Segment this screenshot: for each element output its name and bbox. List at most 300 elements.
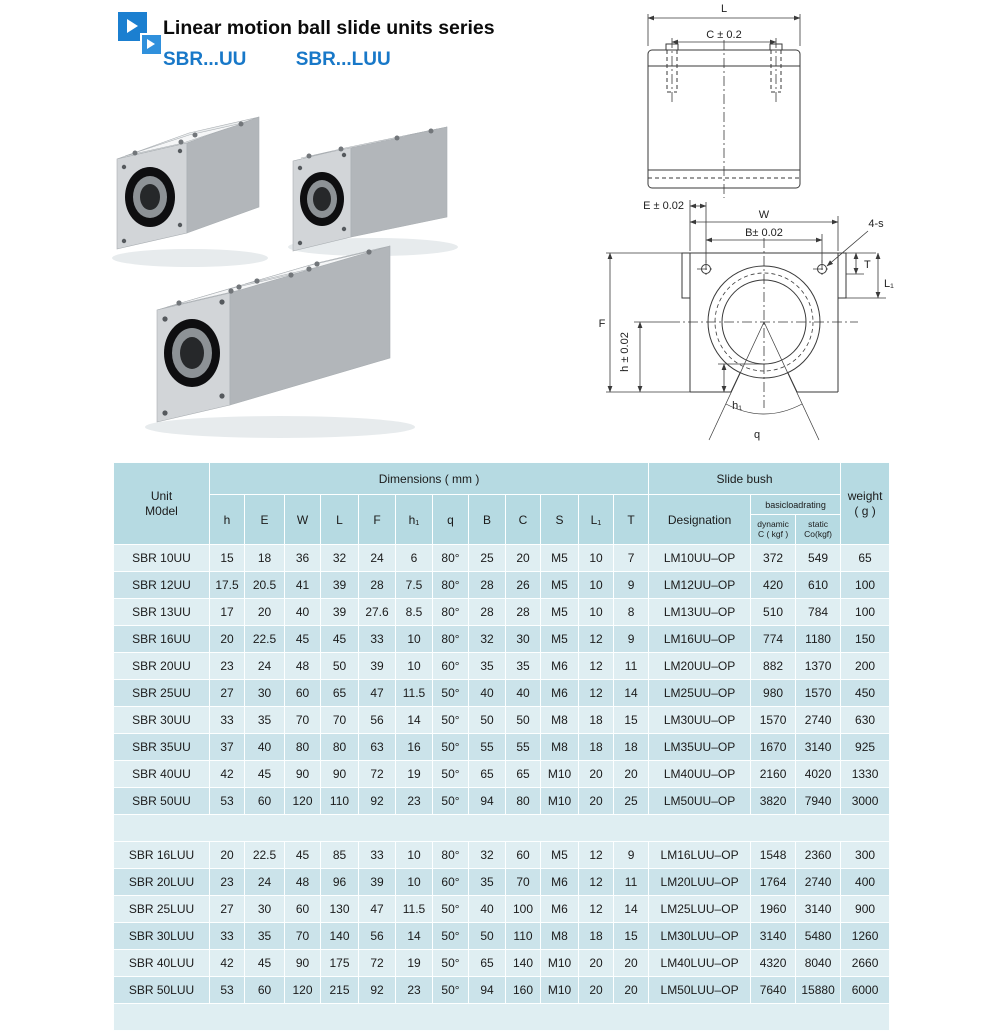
value-cell: 175 (321, 950, 359, 977)
value-cell: 65 (321, 680, 359, 707)
value-cell: 3140 (796, 896, 841, 923)
value-cell: 56 (359, 923, 396, 950)
value-cell: 9 (614, 572, 649, 599)
value-cell: 11.5 (396, 680, 433, 707)
table-header (114, 463, 890, 545)
unit-model-line1: Unit (150, 488, 173, 503)
value-cell: 784 (796, 599, 841, 626)
table-row (114, 761, 890, 788)
load-rating-header: basicloadrating (751, 495, 841, 515)
value-cell: 3820 (751, 788, 796, 815)
table-row (114, 923, 890, 950)
value-cell: 33 (210, 923, 245, 950)
value-cell: 23 (396, 977, 433, 1004)
value-cell: 100 (841, 599, 890, 626)
value-cell: 20 (579, 788, 614, 815)
value-cell: 400 (841, 869, 890, 896)
value-cell: 882 (751, 653, 796, 680)
col-header-W: W (285, 495, 321, 545)
value-cell: 17.5 (210, 572, 245, 599)
value-cell: 3140 (796, 734, 841, 761)
table-row (114, 950, 890, 977)
value-cell: 33 (359, 842, 396, 869)
value-cell: 35 (469, 653, 506, 680)
value-cell: 50° (433, 977, 469, 1004)
value-cell: 30 (245, 680, 285, 707)
value-cell: 100 (841, 572, 890, 599)
front-view-labels (599, 200, 894, 441)
value-cell: 41 (285, 572, 321, 599)
value-cell: 50° (433, 896, 469, 923)
value-cell: 42 (210, 950, 245, 977)
value-cell: M5 (541, 545, 579, 572)
col-header-T: T (614, 495, 649, 545)
value-cell: 23 (210, 869, 245, 896)
value-cell: 18 (245, 545, 285, 572)
value-cell: 6000 (841, 977, 890, 1004)
value-cell: 50 (469, 923, 506, 950)
value-cell: 28 (469, 572, 506, 599)
value-cell: LM35UU–OP (649, 734, 751, 761)
unit-model-cell: SBR 16LUU (114, 842, 210, 869)
value-cell: 12 (579, 653, 614, 680)
value-cell: 24 (359, 545, 396, 572)
value-cell: 10 (579, 572, 614, 599)
blank-row (114, 1004, 890, 1031)
value-cell: 150 (841, 626, 890, 653)
table-body-luu (114, 842, 890, 1004)
value-cell: M6 (541, 680, 579, 707)
value-cell: 32 (469, 842, 506, 869)
value-cell: M10 (541, 977, 579, 1004)
value-cell: 80° (433, 572, 469, 599)
value-cell: 120 (285, 788, 321, 815)
value-cell: 20 (614, 950, 649, 977)
value-cell: 510 (751, 599, 796, 626)
value-cell: 14 (396, 923, 433, 950)
value-cell: 140 (321, 923, 359, 950)
value-cell: 94 (469, 788, 506, 815)
value-cell: 200 (841, 653, 890, 680)
value-cell: 7.5 (396, 572, 433, 599)
value-cell: LM30UU–OP (649, 707, 751, 734)
value-cell: 60 (245, 788, 285, 815)
value-cell: 1960 (751, 896, 796, 923)
centerlines (672, 38, 776, 198)
slide-unit-photo-short-b (293, 127, 447, 251)
value-cell: 50° (433, 950, 469, 977)
value-cell: M5 (541, 626, 579, 653)
value-cell: 70 (285, 707, 321, 734)
slide-unit-photo-short-a (117, 117, 259, 249)
value-cell: 42 (210, 761, 245, 788)
technical-drawing (580, 0, 1000, 458)
table-row (114, 734, 890, 761)
value-cell: 35 (469, 869, 506, 896)
value-cell: 7640 (751, 977, 796, 1004)
value-cell: M8 (541, 734, 579, 761)
table-row (114, 680, 890, 707)
value-cell: 80° (433, 599, 469, 626)
value-cell: 39 (359, 869, 396, 896)
value-cell: 23 (396, 788, 433, 815)
value-cell: 980 (751, 680, 796, 707)
value-cell: 10 (579, 599, 614, 626)
value-cell: 1570 (751, 707, 796, 734)
col-header-F: F (359, 495, 396, 545)
value-cell: 8.5 (396, 599, 433, 626)
value-cell: LM20UU–OP (649, 653, 751, 680)
dynamic-line1: dynamic (757, 518, 789, 529)
value-cell: 60° (433, 869, 469, 896)
value-cell: 27.6 (359, 599, 396, 626)
value-cell: 8040 (796, 950, 841, 977)
value-cell: 12 (579, 842, 614, 869)
unit-model-cell: SBR 25UU (114, 680, 210, 707)
value-cell: 140 (506, 950, 541, 977)
value-cell: 774 (751, 626, 796, 653)
value-cell: 2160 (751, 761, 796, 788)
weight-header (841, 463, 890, 545)
value-cell: 6 (396, 545, 433, 572)
value-cell: 33 (359, 626, 396, 653)
value-cell: 14 (614, 896, 649, 923)
value-cell: LM20LUU–OP (649, 869, 751, 896)
value-cell: 9 (614, 842, 649, 869)
value-cell: 92 (359, 788, 396, 815)
value-cell: 12 (579, 869, 614, 896)
table-row (114, 842, 890, 869)
value-cell: 10 (396, 842, 433, 869)
static-line2: Co(kgf) (804, 528, 832, 539)
value-cell: 40 (506, 680, 541, 707)
value-cell: 120 (285, 977, 321, 1004)
value-cell: 60 (245, 977, 285, 1004)
value-cell: 18 (614, 734, 649, 761)
dim-label-F: F (598, 318, 606, 330)
value-cell: 50 (321, 653, 359, 680)
value-cell: 28 (506, 599, 541, 626)
value-cell: 7940 (796, 788, 841, 815)
value-cell: 80 (506, 788, 541, 815)
value-cell: 80° (433, 842, 469, 869)
value-cell: LM50UU–OP (649, 788, 751, 815)
value-cell: M8 (541, 707, 579, 734)
value-cell: 53 (210, 788, 245, 815)
col-header-S: S (541, 495, 579, 545)
value-cell: LM50LUU–OP (649, 977, 751, 1004)
value-cell: 15 (210, 545, 245, 572)
table-row (114, 707, 890, 734)
table-end-row (114, 1004, 890, 1031)
value-cell: M10 (541, 761, 579, 788)
value-cell: 5480 (796, 923, 841, 950)
value-cell: 372 (751, 545, 796, 572)
value-cell: 26 (506, 572, 541, 599)
value-cell: 2660 (841, 950, 890, 977)
unit-model-cell: SBR 40UU (114, 761, 210, 788)
value-cell: 15 (614, 707, 649, 734)
series-luu-label: SBR...LUU (295, 49, 391, 70)
value-cell: 1180 (796, 626, 841, 653)
value-cell: 20 (579, 761, 614, 788)
value-cell: LM10UU–OP (649, 545, 751, 572)
value-cell: 80° (433, 545, 469, 572)
value-cell: 3140 (751, 923, 796, 950)
value-cell: 1260 (841, 923, 890, 950)
value-cell: 35 (245, 923, 285, 950)
static-line1: static (808, 518, 828, 529)
value-cell: M6 (541, 869, 579, 896)
value-cell: 65 (506, 761, 541, 788)
value-cell: 30 (506, 626, 541, 653)
value-cell: 32 (321, 545, 359, 572)
dimensions-header: Dimensions ( mm ) (210, 463, 649, 495)
unit-model-cell: SBR 35UU (114, 734, 210, 761)
value-cell: 630 (841, 707, 890, 734)
value-cell: 45 (285, 842, 321, 869)
series-uu-label: SBR...UU (163, 49, 247, 70)
value-cell: 25 (614, 788, 649, 815)
value-cell: 2360 (796, 842, 841, 869)
unit-model-cell: SBR 30LUU (114, 923, 210, 950)
value-cell: 7 (614, 545, 649, 572)
col-header-h1: h₁ (396, 495, 433, 545)
top-view-labels (706, 3, 741, 41)
value-cell: 20 (506, 545, 541, 572)
unit-model-cell: SBR 10UU (114, 545, 210, 572)
value-cell: 18 (579, 923, 614, 950)
value-cell: 3000 (841, 788, 890, 815)
model-series (163, 49, 391, 71)
arrow-icon (127, 19, 138, 33)
value-cell: 85 (321, 842, 359, 869)
weight-line1: weight (847, 488, 883, 503)
value-cell: 22.5 (245, 842, 285, 869)
value-cell: 70 (321, 707, 359, 734)
value-cell: 4320 (751, 950, 796, 977)
value-cell: 40 (469, 896, 506, 923)
value-cell: 24 (245, 869, 285, 896)
value-cell: 20 (210, 842, 245, 869)
ball-bushing-bore (164, 319, 220, 387)
value-cell: 92 (359, 977, 396, 1004)
col-header-C: C (506, 495, 541, 545)
arrow-icon (147, 39, 155, 49)
dim-label-E: E ± 0.02 (643, 200, 684, 212)
value-cell: 72 (359, 950, 396, 977)
value-cell: 10 (579, 545, 614, 572)
value-cell: 53 (210, 977, 245, 1004)
dim-label-h: h ± 0.02 (619, 332, 631, 372)
table-row (114, 599, 890, 626)
col-header-L1: L₁ (579, 495, 614, 545)
value-cell: 65 (469, 950, 506, 977)
value-cell: 300 (841, 842, 890, 869)
table-row (114, 977, 890, 1004)
value-cell: 100 (506, 896, 541, 923)
value-cell: 33 (210, 707, 245, 734)
value-cell: LM16UU–OP (649, 626, 751, 653)
gap-row (114, 815, 890, 842)
value-cell: 60 (285, 680, 321, 707)
value-cell: 18 (579, 734, 614, 761)
gap-cell (114, 815, 890, 842)
value-cell: 1330 (841, 761, 890, 788)
value-cell: 11.5 (396, 896, 433, 923)
value-cell: 50° (433, 788, 469, 815)
value-cell: 96 (321, 869, 359, 896)
value-cell: 110 (321, 788, 359, 815)
value-cell: 70 (506, 869, 541, 896)
col-header-h: h (210, 495, 245, 545)
table-body-uu (114, 545, 890, 815)
value-cell: 50° (433, 707, 469, 734)
unit-model-cell: SBR 12UU (114, 572, 210, 599)
value-cell: 24 (245, 653, 285, 680)
value-cell: 47 (359, 896, 396, 923)
value-cell: 11 (614, 869, 649, 896)
ball-bushing-bore (300, 172, 344, 226)
unit-model-cell: SBR 16UU (114, 626, 210, 653)
value-cell: 35 (506, 653, 541, 680)
value-cell: 45 (245, 950, 285, 977)
value-cell: M10 (541, 788, 579, 815)
value-cell: 65 (469, 761, 506, 788)
value-cell: 39 (359, 653, 396, 680)
value-cell: 12 (579, 626, 614, 653)
screw-count-label: 4-s (868, 218, 884, 230)
value-cell: 37 (210, 734, 245, 761)
value-cell: 23 (210, 653, 245, 680)
value-cell: M6 (541, 896, 579, 923)
value-cell: 50 (469, 707, 506, 734)
value-cell: 8 (614, 599, 649, 626)
weight-line2: ( g ) (854, 503, 876, 518)
value-cell: 18 (579, 707, 614, 734)
value-cell: 80 (321, 734, 359, 761)
value-cell: 45 (245, 761, 285, 788)
value-cell: 40 (245, 734, 285, 761)
value-cell: 2740 (796, 869, 841, 896)
table-row (114, 869, 890, 896)
value-cell: 32 (469, 626, 506, 653)
value-cell: 215 (321, 977, 359, 1004)
value-cell: 50° (433, 734, 469, 761)
value-cell: 60 (506, 842, 541, 869)
value-cell: 40 (469, 680, 506, 707)
value-cell: 40 (285, 599, 321, 626)
value-cell: M5 (541, 599, 579, 626)
value-cell: 19 (396, 761, 433, 788)
value-cell: 2740 (796, 707, 841, 734)
value-cell: 12 (579, 896, 614, 923)
static-load-header (796, 515, 841, 545)
value-cell: 47 (359, 680, 396, 707)
value-cell: 60 (285, 896, 321, 923)
value-cell: LM13UU–OP (649, 599, 751, 626)
value-cell: 1764 (751, 869, 796, 896)
value-cell: 27 (210, 896, 245, 923)
value-cell: 48 (285, 869, 321, 896)
value-cell: 22.5 (245, 626, 285, 653)
col-header-L: L (321, 495, 359, 545)
unit-model-cell: SBR 25LUU (114, 896, 210, 923)
value-cell: 9 (614, 626, 649, 653)
value-cell: 549 (796, 545, 841, 572)
value-cell: 90 (285, 950, 321, 977)
product-photos (95, 95, 475, 455)
value-cell: 30 (245, 896, 285, 923)
value-cell: 36 (285, 545, 321, 572)
value-cell: 80 (285, 734, 321, 761)
value-cell: 35 (245, 707, 285, 734)
value-cell: 1670 (751, 734, 796, 761)
value-cell: 610 (796, 572, 841, 599)
ball-bushing-bore (125, 167, 175, 227)
header-row-columns (114, 495, 890, 515)
value-cell: 1370 (796, 653, 841, 680)
value-cell: 48 (285, 653, 321, 680)
dynamic-line2: C ( kgf ) (757, 528, 789, 539)
value-cell: 20 (210, 626, 245, 653)
value-cell: 55 (506, 734, 541, 761)
value-cell: 27 (210, 680, 245, 707)
unit-model-cell: SBR 30UU (114, 707, 210, 734)
header-row-groups (114, 463, 890, 495)
value-cell: 50° (433, 761, 469, 788)
table-row (114, 545, 890, 572)
value-cell: 15880 (796, 977, 841, 1004)
value-cell: 60° (433, 653, 469, 680)
table-row (114, 653, 890, 680)
value-cell: LM12UU–OP (649, 572, 751, 599)
value-cell: 12 (579, 680, 614, 707)
value-cell: 80° (433, 626, 469, 653)
value-cell: LM25UU–OP (649, 680, 751, 707)
value-cell: 50° (433, 923, 469, 950)
unit-model-cell: SBR 20UU (114, 653, 210, 680)
value-cell: 450 (841, 680, 890, 707)
col-header-E: E (245, 495, 285, 545)
table-section-gap (114, 815, 890, 842)
table-row (114, 896, 890, 923)
table-row (114, 788, 890, 815)
dim-label-C: C ± 0.2 (706, 29, 742, 41)
value-cell: 160 (506, 977, 541, 1004)
unit-model-header (114, 463, 210, 545)
value-cell: 10 (396, 653, 433, 680)
value-cell: 50 (506, 707, 541, 734)
value-cell: M5 (541, 842, 579, 869)
value-cell: 56 (359, 707, 396, 734)
value-cell: 45 (285, 626, 321, 653)
value-cell: 1548 (751, 842, 796, 869)
dim-label-h1: h₁ (732, 400, 742, 412)
dim-label-L1: L₁ (884, 278, 894, 290)
unit-model-line2: M0del (145, 503, 178, 518)
top-view (648, 14, 800, 198)
value-cell: 72 (359, 761, 396, 788)
table-row (114, 572, 890, 599)
dim-label-B: B± 0.02 (745, 227, 783, 239)
value-cell: 20 (579, 950, 614, 977)
value-cell: 94 (469, 977, 506, 1004)
dynamic-load-header (751, 515, 796, 545)
value-cell: LM30LUU–OP (649, 923, 751, 950)
unit-model-cell: SBR 50LUU (114, 977, 210, 1004)
value-cell: 925 (841, 734, 890, 761)
